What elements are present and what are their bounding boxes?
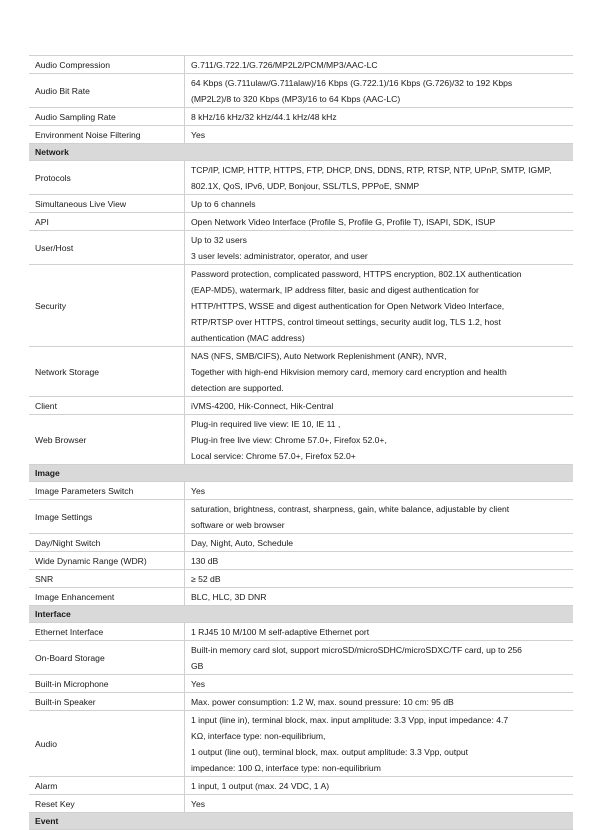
spec-value xyxy=(185,588,574,606)
section-title: Image xyxy=(29,465,573,482)
spec-value-line: authentication (MAC address) xyxy=(191,332,305,343)
spec-value xyxy=(185,231,574,265)
spec-row xyxy=(29,500,573,534)
spec-value xyxy=(185,777,574,795)
spec-value xyxy=(185,126,574,144)
spec-value-line: iVMS-4200, Hik-Connect, Hik-Central xyxy=(191,400,334,411)
spec-value-line: Up to 32 users xyxy=(191,234,247,245)
section-header xyxy=(29,813,573,830)
spec-value-line: detection are supported. xyxy=(191,382,284,393)
spec-row xyxy=(29,641,573,675)
spec-value-line: Open Network Video Interface (Profile S, Profile G, Profile T), ISAPI, SDK, ISUP xyxy=(191,216,496,227)
spec-value xyxy=(185,623,574,641)
section-header xyxy=(29,144,573,161)
spec-label: Environment Noise Filtering xyxy=(29,126,185,144)
spec-value-line: GB xyxy=(191,660,204,671)
spec-label: Built-in Microphone xyxy=(29,675,185,693)
spec-value-line: 1 input, 1 output (max. 24 VDC, 1 A) xyxy=(191,780,330,791)
spec-row xyxy=(29,108,573,126)
spec-row xyxy=(29,126,573,144)
spec-value-line: software or web browser xyxy=(191,519,285,530)
spec-sheet xyxy=(29,55,573,830)
spec-value-line: 802.1X, QoS, IPv6, UDP, Bonjour, SSL/TLS, PPPoE, SNMP xyxy=(191,180,420,191)
spec-label: Wide Dynamic Range (WDR) xyxy=(29,552,185,570)
spec-value-line: HTTP/HTTPS, WSSE and digest authentication for Open Network Video Interface, xyxy=(191,300,505,311)
spec-row xyxy=(29,231,573,265)
spec-value xyxy=(185,213,574,231)
spec-label: Web Browser xyxy=(29,415,185,465)
spec-value-line: Password protection, complicated password, HTTPS encryption, 802.1X authentication xyxy=(191,268,522,279)
spec-value-line: Plug-in required live view: IE 10, IE 11 , xyxy=(191,418,341,429)
spec-row xyxy=(29,795,573,813)
spec-value-line: impedance: 100 Ω, interface type: non-equilibrium xyxy=(191,762,381,773)
spec-row xyxy=(29,570,573,588)
spec-value xyxy=(185,641,574,675)
spec-value-line: Yes xyxy=(191,678,206,689)
spec-value-line: 1 output (line out), terminal block, max. output amplitude: 3.3 Vpp, output xyxy=(191,746,469,757)
spec-value xyxy=(185,161,574,195)
spec-label: API xyxy=(29,213,185,231)
spec-label: Day/Night Switch xyxy=(29,534,185,552)
spec-value-line: BLC, HLC, 3D DNR xyxy=(191,591,267,602)
spec-value xyxy=(185,265,574,347)
spec-value-line: 8 kHz/16 kHz/32 kHz/44.1 kHz/48 kHz xyxy=(191,111,337,122)
spec-row xyxy=(29,482,573,500)
spec-row xyxy=(29,347,573,397)
spec-table xyxy=(29,55,573,830)
spec-row xyxy=(29,552,573,570)
spec-row xyxy=(29,777,573,795)
spec-value xyxy=(185,552,574,570)
section-header xyxy=(29,465,573,482)
spec-row xyxy=(29,711,573,777)
spec-label: Audio Compression xyxy=(29,56,185,74)
spec-value-line: (EAP-MD5), watermark, IP address filter, basic and digest authentication for xyxy=(191,284,479,295)
spec-label: Simultaneous Live View xyxy=(29,195,185,213)
spec-value-line: KΩ, interface type: non-equilibrium, xyxy=(191,730,326,741)
spec-value-line: 3 user levels: administrator, operator, and user xyxy=(191,250,368,261)
spec-label: Image Enhancement xyxy=(29,588,185,606)
spec-row xyxy=(29,74,573,108)
section-title: Network xyxy=(29,144,573,161)
spec-label: Audio Bit Rate xyxy=(29,74,185,108)
spec-row xyxy=(29,195,573,213)
spec-value xyxy=(185,693,574,711)
spec-row xyxy=(29,56,573,74)
spec-value-line: Day, Night, Auto, Schedule xyxy=(191,537,294,548)
spec-label: Built-in Speaker xyxy=(29,693,185,711)
spec-label: User/Host xyxy=(29,231,185,265)
spec-value-line: Max. power consumption: 1.2 W, max. sound pressure: 10 cm: 95 dB xyxy=(191,696,454,707)
spec-value-line: 130 dB xyxy=(191,555,219,566)
spec-value xyxy=(185,482,574,500)
spec-value-line: saturation, brightness, contrast, sharpness, gain, white balance, adjustable by client xyxy=(191,503,510,514)
spec-row xyxy=(29,534,573,552)
spec-value-line: G.711/G.722.1/G.726/MP2L2/PCM/MP3/AAC-LC xyxy=(191,59,378,70)
spec-value xyxy=(185,795,574,813)
spec-value-line: Plug-in free live view: Chrome 57.0+, Firefox 52.0+, xyxy=(191,434,387,445)
spec-row xyxy=(29,588,573,606)
spec-value-line: Up to 6 channels xyxy=(191,198,256,209)
spec-value-line: TCP/IP, ICMP, HTTP, HTTPS, FTP, DHCP, DNS, DDNS, RTP, RTSP, NTP, UPnP, SMTP, IGMP, xyxy=(191,164,552,175)
spec-row xyxy=(29,693,573,711)
spec-row xyxy=(29,675,573,693)
spec-row xyxy=(29,623,573,641)
spec-label: SNR xyxy=(29,570,185,588)
spec-value-line: Local service: Chrome 57.0+, Firefox 52.0+ xyxy=(191,450,356,461)
spec-value-line: ≥ 52 dB xyxy=(191,573,221,584)
spec-value xyxy=(185,56,574,74)
spec-row xyxy=(29,213,573,231)
spec-label: Alarm xyxy=(29,777,185,795)
spec-value xyxy=(185,397,574,415)
spec-label: Security xyxy=(29,265,185,347)
spec-value xyxy=(185,570,574,588)
spec-value xyxy=(185,415,574,465)
spec-value xyxy=(185,711,574,777)
spec-label: On-Board Storage xyxy=(29,641,185,675)
spec-value xyxy=(185,108,574,126)
spec-value-line: Yes xyxy=(191,485,206,496)
spec-label: Image Settings xyxy=(29,500,185,534)
spec-row xyxy=(29,265,573,347)
spec-value-line: Built-in memory card slot, support microSD/microSDHC/microSDXC/TF card, up to 256 xyxy=(191,644,522,655)
spec-value-line: NAS (NFS, SMB/CIFS), Auto Network Replenishment (ANR), NVR, xyxy=(191,350,447,361)
spec-value-line: Yes xyxy=(191,129,206,140)
spec-value-line: Together with high-end Hikvision memory card, memory card encryption and health xyxy=(191,366,507,377)
spec-value xyxy=(185,74,574,108)
spec-label: Image Parameters Switch xyxy=(29,482,185,500)
spec-value-line: Yes xyxy=(191,798,206,809)
spec-label: Network Storage xyxy=(29,347,185,397)
spec-label: Audio Sampling Rate xyxy=(29,108,185,126)
section-title: Event xyxy=(29,813,573,830)
spec-row xyxy=(29,397,573,415)
spec-label: Client xyxy=(29,397,185,415)
spec-label: Reset Key xyxy=(29,795,185,813)
spec-table-body xyxy=(29,56,573,830)
spec-value xyxy=(185,675,574,693)
spec-value-line: 1 RJ45 10 M/100 M self-adaptive Ethernet port xyxy=(191,626,370,637)
section-title: Interface xyxy=(29,606,573,623)
section-header xyxy=(29,606,573,623)
spec-value-line: 1 input (line in), terminal block, max. input amplitude: 3.3 Vpp, input impedance: 4.7 xyxy=(191,714,509,725)
spec-value-line: 64 Kbps (G.711ulaw/G.711alaw)/16 Kbps (G.722.1)/16 Kbps (G.726)/32 to 192 Kbps xyxy=(191,77,513,88)
spec-value-line: RTP/RTSP over HTTPS, control timeout settings, security audit log, TLS 1.2, host xyxy=(191,316,501,327)
spec-row xyxy=(29,161,573,195)
spec-value xyxy=(185,195,574,213)
spec-value xyxy=(185,500,574,534)
spec-row xyxy=(29,415,573,465)
spec-value xyxy=(185,534,574,552)
spec-value-line: (MP2L2)/8 to 320 Kbps (MP3)/16 to 64 Kbps (AAC-LC) xyxy=(191,93,401,104)
spec-label: Protocols xyxy=(29,161,185,195)
spec-label: Audio xyxy=(29,711,185,777)
spec-label: Ethernet Interface xyxy=(29,623,185,641)
spec-value xyxy=(185,347,574,397)
